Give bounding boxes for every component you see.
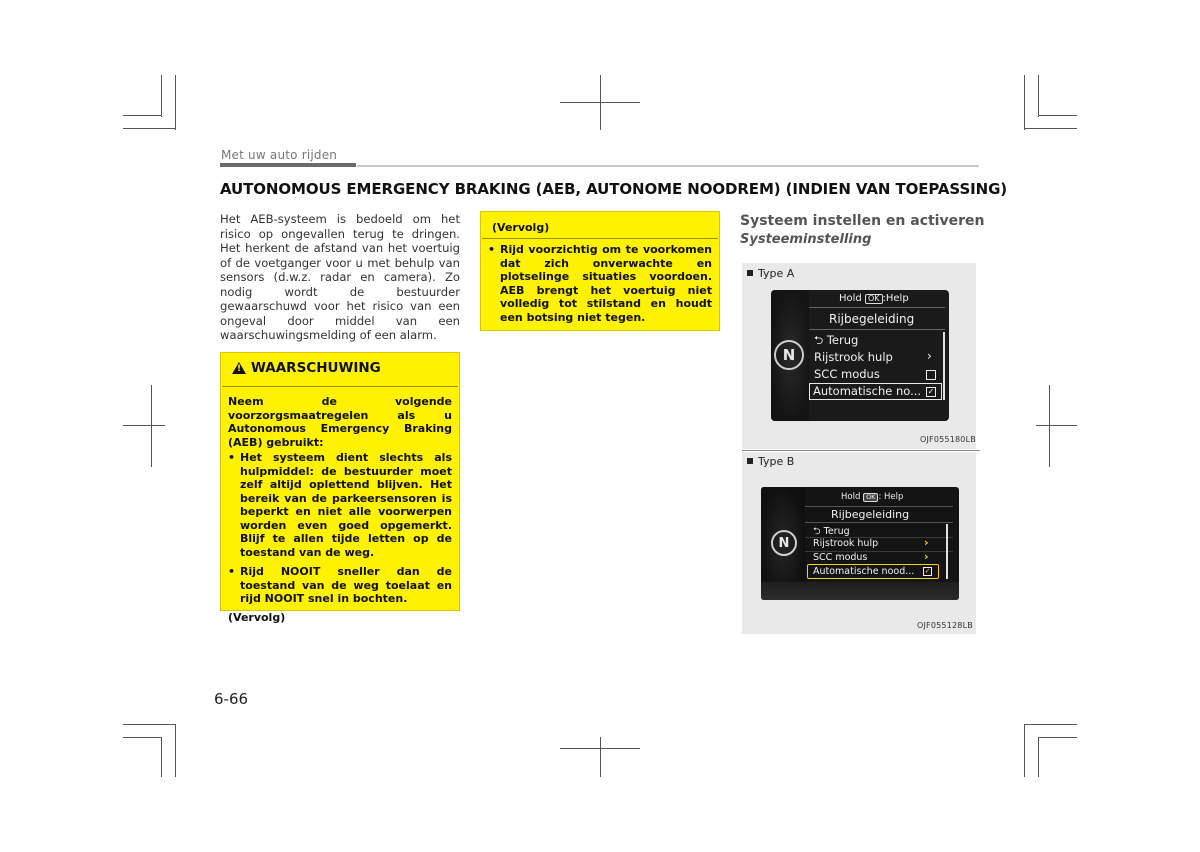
crop-mark — [1038, 737, 1039, 777]
checkbox-checked-icon[interactable]: ✓ — [924, 567, 931, 575]
warning-heading-text: WAARSCHUWING — [251, 360, 381, 376]
menu-title: Rijbegeleiding — [829, 312, 915, 326]
section-subtitle: Systeeminstelling — [740, 232, 872, 247]
crop-mark — [1024, 724, 1077, 725]
crop-mark — [600, 737, 601, 777]
menu-item-scc-mode[interactable]: SCC modus — [813, 552, 868, 563]
warning-bullet: • Het systeem dient slechts als hulpmiddel: de bestuurder moet zelf altijd oplettend blijven. Het bereik van de parkeersensoren is beperkt en niet alle voorwerpen worden even goed opgemerkt. Blijf te allen tijde letten op de toestand van de weg. — [228, 451, 452, 559]
figure-type-a-text: Type A — [758, 267, 795, 280]
continued-body — [488, 243, 712, 324]
continued-list — [488, 243, 712, 324]
help-text: : Help — [878, 492, 904, 502]
crop-mark — [175, 75, 176, 130]
square-bullet-icon — [747, 458, 753, 464]
chapter-label: Met uw auto rijden — [221, 148, 338, 162]
crop-mark — [123, 724, 176, 725]
figure-type-b-text: Type B — [758, 455, 795, 468]
checkbox-checked-icon[interactable]: ✓ — [927, 387, 935, 396]
page-title: AUTONOMOUS EMERGENCY BRAKING (AEB, AUTONOME NOODREM) (INDIEN VAN TOEPASSING) — [220, 180, 1008, 198]
warning-bullet: • Rijd NOOIT sneller dan de toestand van de weg toelaat en rijd NOOIT snel in bochten. — [228, 565, 452, 606]
figure-type-b-label — [747, 455, 794, 468]
figure-type-a-label — [747, 267, 794, 280]
hold-help-hint — [839, 293, 909, 304]
figure-code: OJF055128LB — [917, 621, 973, 630]
square-bullet-icon — [747, 270, 753, 276]
warning-divider — [222, 386, 458, 387]
gear-indicator-icon: N — [774, 340, 804, 370]
menu-item-lane-assist[interactable]: Rijstrook hulp — [813, 538, 879, 549]
crop-mark — [560, 748, 640, 749]
screen-bottom-strip — [761, 582, 959, 600]
crop-mark — [1038, 115, 1077, 116]
menu-title: Rijbegeleiding — [831, 508, 910, 521]
header-rule — [357, 165, 979, 167]
menu-item-aeb[interactable]: Automatische nood... — [813, 566, 915, 577]
checkbox-empty-icon[interactable] — [926, 370, 936, 380]
crop-mark — [1024, 75, 1025, 130]
crop-mark — [161, 737, 162, 777]
scrollbar[interactable] — [943, 332, 945, 400]
cluster-screen-type-a — [771, 290, 949, 421]
hold-text: Hold — [841, 492, 861, 502]
warning-body — [228, 395, 452, 624]
warning-triangle-icon: ! — [232, 362, 246, 374]
menu-item-aeb[interactable]: Automatische no... — [813, 384, 922, 398]
screen-divider — [805, 522, 953, 523]
continued-divider — [482, 238, 718, 239]
figure-code: OJF055180LB — [920, 435, 976, 444]
warning-lead: Neem de volgende voorzorgsmaatregelen als u Autonomous Emergency Braking (AEB) gebruikt: — [228, 395, 452, 449]
continued-heading: (Vervolg) — [492, 221, 550, 234]
scrollbar[interactable] — [946, 524, 948, 579]
crop-mark — [1024, 128, 1077, 129]
crop-mark — [1049, 385, 1050, 467]
page-number: 6-66 — [214, 690, 249, 708]
menu-item-back[interactable]: ⮌ Terug — [814, 333, 859, 347]
chevron-right-icon: › — [924, 536, 929, 549]
warning-heading — [232, 360, 381, 376]
crop-mark — [123, 128, 176, 129]
crop-mark — [1024, 724, 1025, 777]
ok-key-icon: OK — [863, 493, 878, 502]
crop-mark — [1038, 737, 1077, 738]
hold-text: Hold — [839, 293, 862, 304]
crop-mark — [151, 385, 152, 467]
crop-mark — [123, 115, 162, 116]
warning-list — [228, 451, 452, 606]
section-title: Systeem instellen en activeren — [740, 213, 985, 229]
chevron-right-icon: › — [924, 550, 929, 563]
crop-mark — [123, 737, 162, 738]
gear-indicator-icon: N — [771, 530, 797, 556]
crop-mark — [123, 425, 165, 426]
cluster-screen-type-b — [761, 487, 959, 600]
hold-help-hint — [841, 492, 903, 502]
warning-continued: (Vervolg) — [228, 610, 286, 624]
menu-item-back[interactable]: ⮌ Terug — [813, 526, 850, 537]
crop-mark — [1036, 425, 1077, 426]
menu-item-lane-assist[interactable]: Rijstrook hulp — [814, 350, 893, 364]
screen-divider — [809, 329, 945, 330]
crop-mark — [1038, 75, 1039, 117]
crop-mark — [161, 75, 162, 117]
chevron-right-icon: › — [927, 349, 932, 363]
ok-key-icon: OK — [865, 294, 883, 304]
screen-divider — [809, 307, 945, 308]
crop-mark — [560, 102, 640, 103]
help-text: :Help — [882, 293, 909, 304]
figure-separator — [742, 450, 980, 451]
crop-mark — [175, 724, 176, 777]
menu-item-scc-mode[interactable]: SCC modus — [814, 367, 880, 381]
intro-paragraph: Het AEB-systeem is bedoeld om het risico op ongevallen terug te dringen. Het herkent de afstand van het voertuig of de voetganger voor u met behulp van sensors (d.w.z. radar en camera). Zo nodig wordt de bestuurder gewaarschuwd voor het risico van een ongeval door middel van een waarschuwingsmelding of een alarm. — [220, 212, 460, 342]
header-rule-accent — [220, 163, 356, 167]
continued-bullet: • Rijd voorzichtig om te voorkomen dat zich onverwachte en plotselinge situaties voordoen. AEB brengt het voertuig niet volledig tot stilstand en houdt een botsing niet tegen. — [488, 243, 712, 324]
screen-divider — [805, 506, 953, 507]
